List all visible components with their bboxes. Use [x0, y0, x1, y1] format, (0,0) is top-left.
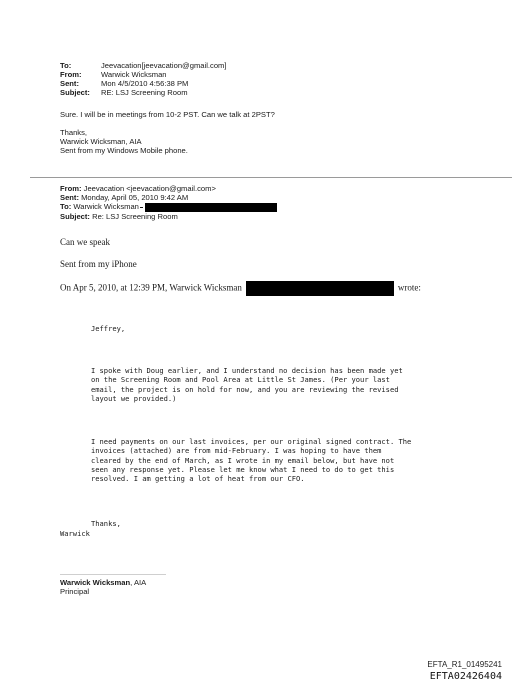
footer-signature-name: Warwick Wicksman — [60, 578, 131, 587]
subject-value-2: Re: LSJ Screening Room — [92, 211, 178, 221]
sent-row — [60, 79, 226, 88]
quoted-paragraph-2 — [91, 437, 411, 483]
signature-name: Warwick Wicksman, AIA — [60, 137, 142, 146]
quoted-paragraph-1 — [91, 366, 403, 403]
second-email-body-line1: Can we speak — [60, 237, 110, 247]
paragraph-line: email, the project is on hold for now, and you are reviewing the revised — [91, 384, 399, 394]
from-label: From: — [60, 70, 82, 79]
quoted-closing: Thanks, — [91, 519, 121, 528]
paragraph-line: resolved. I am getting a lot of heat from our CFO. — [91, 474, 305, 484]
dash-mark — [140, 207, 143, 208]
sent-row-2 — [60, 193, 277, 202]
signature-device: Sent from my Windows Mobile phone. — [60, 146, 188, 155]
first-email-header — [60, 61, 226, 97]
to-row-2 — [60, 202, 277, 212]
paragraph-line: layout we provided.) — [91, 393, 177, 403]
paragraph-line: on the Screening Room and Pool Area at Little St James. (Per your last — [91, 375, 390, 385]
sent-label: Sent: — [60, 79, 79, 88]
to-value: Jeevacation[jeevacation@gmail.com] — [101, 61, 227, 70]
footer-signature-title: Principal — [60, 587, 90, 596]
subject-row — [60, 88, 226, 97]
first-email-body: Sure. I will be in meetings from 10-2 PST. Can we talk at 2PST? — [60, 110, 275, 119]
paragraph-line: I need payments on our last invoices, per our original signed contract. The — [91, 437, 412, 446]
bates-number-2: EFTA02426404 — [429, 671, 502, 682]
from-label-2: From: — [60, 184, 82, 193]
sent-value: Mon 4/5/2010 4:56:38 PM — [101, 79, 189, 88]
first-email-signature — [60, 128, 188, 155]
second-email-header — [60, 184, 277, 221]
to-row — [60, 61, 226, 70]
signoff: Thanks, — [60, 128, 88, 137]
to-value-2: Warwick Wicksman — [73, 202, 139, 211]
from-value: Warwick Wicksman — [101, 70, 167, 79]
from-row-2 — [60, 184, 277, 193]
paragraph-line: cleared by the end of March, as I wrote in my email below, but have not — [91, 455, 395, 465]
quote-wrote: wrote: — [397, 282, 421, 293]
redaction-bar — [145, 203, 277, 212]
sent-label-2: Sent: — [60, 193, 79, 202]
paragraph-line: invoices (attached) are from mid-February. I was hoping to have them — [91, 446, 382, 456]
signature-rule — [60, 574, 166, 575]
footer-signature-name-row — [60, 578, 146, 587]
from-row — [60, 70, 226, 79]
paragraph-line: seen any response yet. Please let me know what I need to do to get this — [91, 464, 395, 474]
footer-signature-credential: , AIA — [130, 578, 147, 587]
quoted-greeting: Jeffrey, — [91, 324, 126, 333]
subject-label-2: Subject: — [60, 211, 90, 221]
to-label: To: — [60, 61, 72, 70]
subject-row-2 — [60, 212, 277, 221]
quote-intro: On Apr 5, 2010, at 12:39 PM, Warwick Wicksman — [60, 282, 242, 293]
footer-signature — [60, 578, 146, 596]
sent-value-2: Monday, April 05, 2010 9:42 AM — [81, 193, 189, 202]
separator-line — [30, 177, 512, 178]
from-value-2: Jeevacation <jeevacation@gmail.com> — [83, 184, 216, 193]
paragraph-line: I spoke with Doug earlier, and I understand no decision has been made yet — [91, 366, 403, 375]
redaction-bar — [246, 281, 394, 296]
subject-label: Subject: — [60, 88, 90, 97]
to-label-2: To: — [60, 202, 72, 211]
quoted-closing-name: Warwick — [60, 529, 90, 538]
second-email-body-line2: Sent from my iPhone — [60, 259, 137, 269]
quote-intro-line — [60, 281, 421, 296]
subject-value: RE: LSJ Screening Room — [101, 88, 188, 97]
bates-number-1: EFTA_R1_01495241 — [427, 660, 502, 669]
